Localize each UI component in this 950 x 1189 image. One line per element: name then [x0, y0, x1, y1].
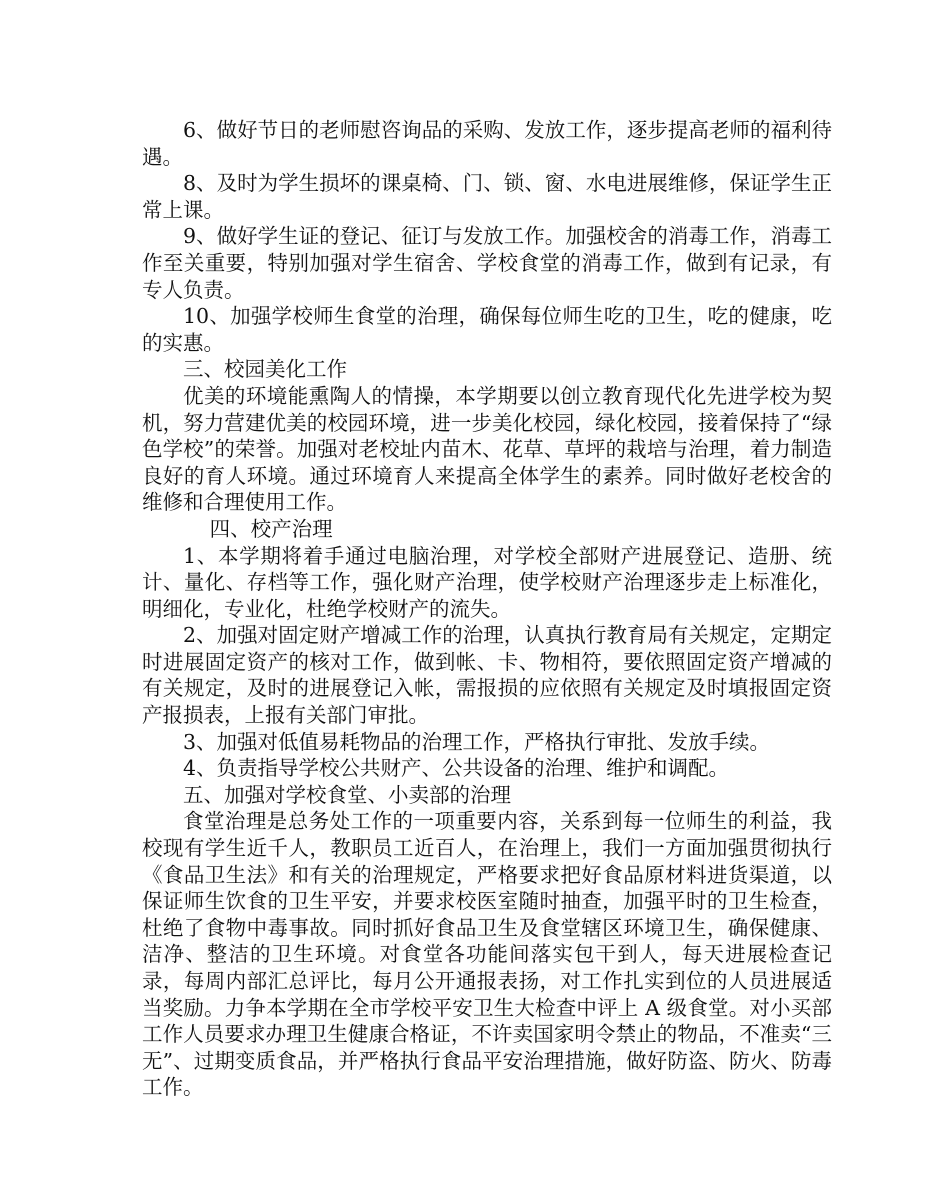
paragraph-property-item-3: 3、加强对低值易耗物品的治理工作，严格执行审批、发放手续。 — [183, 729, 771, 754]
paragraph-item-8: 8、及时为学生损坏的课桌椅、门、锁、窗、水电进展维修，保证学生正常上课。 — [142, 171, 832, 222]
paragraph-item-9: 9、做好学生证的登记、征订与发放工作。加强校舍的消毒工作，消毒工作至关重要，特别加强对学生宿舍、学校食堂的消毒工作，做到有记录，有专人负责。 — [142, 224, 832, 302]
section-heading-campus-beautification: 三、校园美化工作 — [183, 357, 347, 382]
paragraph-canteen-management: 食堂治理是总务处工作的一项重要内容，关系到每一位师生的利益，我校现有学生近千人，教职员工近百人，在治理上，我们一方面加强贯彻执行《食品卫生法》和有关的治理规定，严格要求把好食品原材料进货渠道，以保证师生饮食的卫生平安，并要求校医室随时抽查，加强平时的卫生检查，杜绝了食物中毒事故。同时抓好食品卫生及食堂辖区环境卫生，确保健康、洁净、整洁的卫生环境。对食堂各功能间落实包干到人，每天进展检查记录，每周内部汇总评比，每月公开通报表扬，对工作扎实到位的人员进展适当奖励。力争本学期在全市学校平安卫生大检查中评上 A 级食堂。对小买部工作人员要求办理卫生健康合格证，不许卖国家明令禁止的物品，不准卖“三无”、过期变质食品，并严格执行食品平安治理措施，做好防盗、防火、防毒工作。 — [142, 809, 832, 1100]
paragraph-property-item-1: 1、本学期将着手通过电脑治理，对学校全部财产进展登记、造册、统计、量化、存档等工作，强化财产治理，使学校财产治理逐步走上标准化，明细化，专业化，杜绝学校财产的流失。 — [142, 543, 832, 621]
section-heading-canteen-management: 五、加强对学校食堂、小卖部的治理 — [183, 782, 511, 807]
paragraph-item-10: 10、加强学校师生食堂的治理，确保每位师生吃的卫生，吃的健康，吃的实惠。 — [142, 304, 832, 355]
paragraph-campus-environment: 优美的环境能熏陶人的情操，本学期要以创立教育现代化先进学校为契机，努力营建优美的校园环境，进一步美化校园，绿化校园，接着保持了“绿色学校”的荣誉。加强对老校址内苗木、花草、草坪的栽培与治理，着力制造良好的育人环境。通过环境育人来提高全体学生的素养。同时做好老校舍的维修和合理使用工作。 — [142, 383, 832, 515]
paragraph-property-item-4: 4、负责指导学校公共财产、公共设备的治理、维护和调配。 — [183, 756, 730, 781]
paragraph-item-6: 6、做好节日的老师慰咨询品的采购、发放工作，逐步提高老师的福利待遇。 — [142, 118, 832, 169]
paragraph-property-item-2: 2、加强对固定财产增减工作的治理，认真执行教育局有关规定，定期定时进展固定资产的核对工作，做到帐、卡、物相符，要依照固定资产增减的有关规定，及时的进展登记入帐，需报损的应依照有关规定及时填报固定资产报损表，上报有关部门审批。 — [142, 623, 832, 728]
document-body — [142, 117, 832, 1101]
section-heading-property-management: 四、校产治理 — [209, 516, 333, 541]
